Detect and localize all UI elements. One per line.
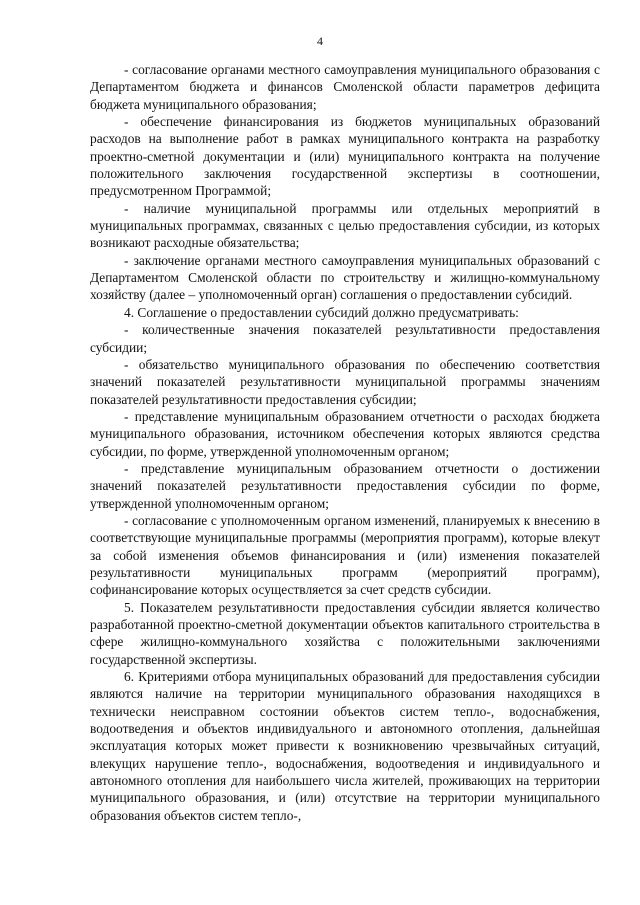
paragraph-section-4-heading: 4. Соглашение о предоставлении субсидий должно предусматривать: [124, 304, 519, 320]
paragraph-indicator-values: - количественные значения показателей результативности предоставления субсидии; [90, 322, 600, 355]
paragraph-section-6: 6. Критериями отбора муниципальных образований для предоставления субсидии являются наличие на территории муниципального образования находящихся в технически неисправном состоянии объектов систем тепло-, водоснабжения, водоотведения и объектов индивидуального и автономного отопления, дальнейшая эксплуатация которых может привести к возникновению чрезвычайных ситуаций, влекущих нарушение тепло-, водоснабжения, водоотведения и индивидуального и автономного отопления для наибольшего числа жителей, проживающих на территории муниципального образования, и (или) отсутствие на территории муниципального образования объектов систем тепло-, [90, 669, 600, 823]
document-body [90, 61, 600, 824]
paragraph-compliance-obligation: - обязательство муниципального образования по обеспечению соответствия значений показателей результативности муниципальной программы значениям показателей результативности предоставления субсидии; [90, 356, 600, 407]
paragraph-financing-provision: - обеспечение финансирования из бюджетов муниципальных образований расходов на выполнение работ в рамках муниципального контракта на разработку проектно-сметной документации и (или) муниципального контракта на получение положительного заключения государственной экспертизы в соотношении, предусмотренном Программой; [90, 114, 600, 199]
paragraph-municipal-program: - наличие муниципальной программы или отдельных мероприятий в муниципальных программах, связанных с целью предоставления субсидии, из которых возникают расходные обязательства; [90, 200, 600, 251]
page-number: 4 [317, 34, 323, 48]
paragraph-budget-deficit-agreement: - согласование органами местного самоуправления муниципального образования с Департаментом бюджета и финансов Смоленской области параметров дефицита бюджета муниципального образования; [90, 62, 600, 112]
paragraph-expense-reporting: - представление муниципальным образованием отчетности о расходах бюджета муниципального образования, источником обеспечения которых являются средства субсидии, по форме, утвержденной уполномоченным органом; [90, 408, 600, 459]
paragraph-changes-agreement: - согласование с уполномоченным органом изменений, планируемых к внесению в соответствующие муниципальные программы (мероприятия программ), которые влекут за собой изменения объемов финансирования и (или) изменения показателей результативности муниципальных программ (мероприятий программ), софинансирование которых осуществляется за счет средств субсидии. [90, 512, 600, 598]
paragraph-subsidy-agreement: - заключение органами местного самоуправления муниципальных образований с Департаментом Смоленской области по строительству и жилищно-коммунальному хозяйству (далее – уполномоченный орган) соглашения о предоставлении субсидий. [90, 252, 600, 303]
paragraph-section-5: 5. Показателем результативности предоставления субсидии является количество разработанной проектно-сметной документации объектов капитального строительства в сфере жилищно-коммунального хозяйства с положительными заключениями государственной экспертизы. [90, 599, 600, 667]
paragraph-achievement-reporting: - представление муниципальным образованием отчетности о достижении значений показателей результативности предоставления субсидии по форме, утвержденной уполномоченным органом; [90, 460, 600, 511]
